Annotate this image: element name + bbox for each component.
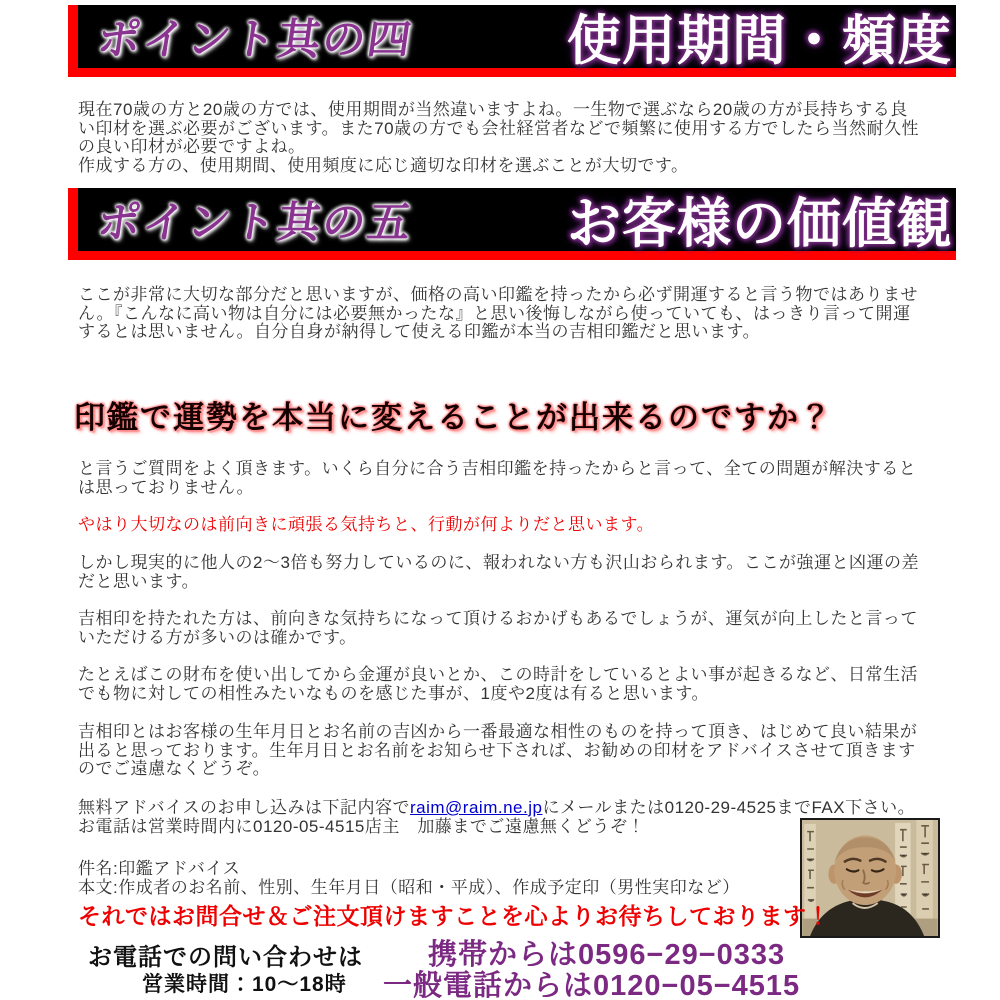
banner-point4-title: 使用期間・頻度 — [567, 11, 952, 71]
contact-before-text: 無料アドバイスのお申し込みは下記内容で — [78, 798, 410, 817]
banner-point4-label: ポイント其の四 — [94, 16, 416, 64]
footer-landline-number: 一般電話からは0120−05−4515 — [383, 970, 801, 1000]
banner-point4 — [68, 5, 956, 77]
footer-mobile-number: 携帯からは0596−29−0333 — [428, 939, 786, 971]
contact-after-text: にメールまたは0120-29-4525までFAX下さい。お電話は営業時間内に0120-05-4515店主 加藤までご遠慮無くどうぞ！ — [78, 798, 916, 836]
paragraph-contact — [78, 799, 923, 836]
paragraph-usage-period — [78, 101, 923, 175]
paragraph-question-intro: と言うご質問をよく頂きます。いくら自分に合う吉相印鑑を持ったからと言って、全ての問題が解決するとは思っておりません。 — [78, 459, 917, 497]
paragraph-kissoin-effect: 吉相印を持たれた方は、前向きな気持ちになって頂けるおかげもあるでしょうが、運気が向上したと言っていただける方が多いのは確かです。 — [78, 609, 918, 647]
banner-point5-label: ポイント其の五 — [94, 199, 416, 247]
banner-point5 — [68, 188, 956, 260]
usage-period-text2: 作成する方の、使用期間、使用頻度に応じ適切な印材を選ぶことが大切です。 — [78, 155, 689, 175]
footer-phone-inquiry-label: お電話での問い合わせは — [88, 944, 363, 971]
paragraph-mail-template — [78, 860, 778, 897]
paragraph-red-mindset: やはり大切なのは前向きに頑張る気持ちと、行動が何よりだと思います。 — [78, 515, 655, 534]
paragraph-advice: 吉相印とはお客様の生年月日とお名前の吉凶から一番最適な相性のものを持って頂き、はじめて良い結果が出ると思っております。生年月日とお名前をお知らせ下されば、お勧めの印材をアドバイスさせて頂きますのでご遠慮なくどうぞ。 — [78, 722, 918, 778]
closing-message: それではお問合せ＆ご注文頂けますことを心よりお待ちしております！ — [78, 903, 830, 929]
mail-body: 本文:作成者のお名前、性別、生年月日（昭和・平成）、作成予定印（男性実印など） — [78, 877, 740, 897]
banner-point5-title: お客様の価値観 — [567, 194, 952, 254]
mail-subject: 件名:印鑑アドバイス — [78, 859, 241, 878]
footer-business-hours: 営業時間：10～18時 — [142, 973, 347, 996]
paragraph-effort: しかし現実的に他人の2～3倍も努力しているのに、報われない方も沢山おられます。ここが強運と凶運の差だと思います。 — [78, 553, 920, 591]
paragraph-values: ここが非常に大切な部分だと思いますが、価格の高い印鑑を持ったから必ず開運すると言う物ではありません。『こんなに高い物は自分には必要無かったな』と思い後悔しながら使っていても、はっきり言って開運するとは思いません。自分自身が納得して使える印鑑が本当の吉相印鑑だと思います。 — [78, 285, 918, 341]
qa-heading: 印鑑で運勢を本当に変えることが出来るのですか？ — [74, 400, 833, 435]
paragraph-example: たとえばこの財布を使い出してから金運が良いとか、この時計をしているとよい事が起きるなど、日常生活でも物に対しての相性みたいなものを感じた事が、1度や2度は有ると思います。 — [78, 665, 918, 703]
email-link[interactable]: raim@raim.ne.jp — [410, 798, 543, 817]
usage-period-text1: 現在70歳の方と20歳の方では、使用期間が当然違いますよね。一生物で選ぶなら20歳の方が長持ちする良い印材を選ぶ必要がございます。また70歳の方でも会社経営者などで頻繁に使用する方でしたら当然耐久性の良い印材が必要ですよね。 — [78, 100, 920, 156]
